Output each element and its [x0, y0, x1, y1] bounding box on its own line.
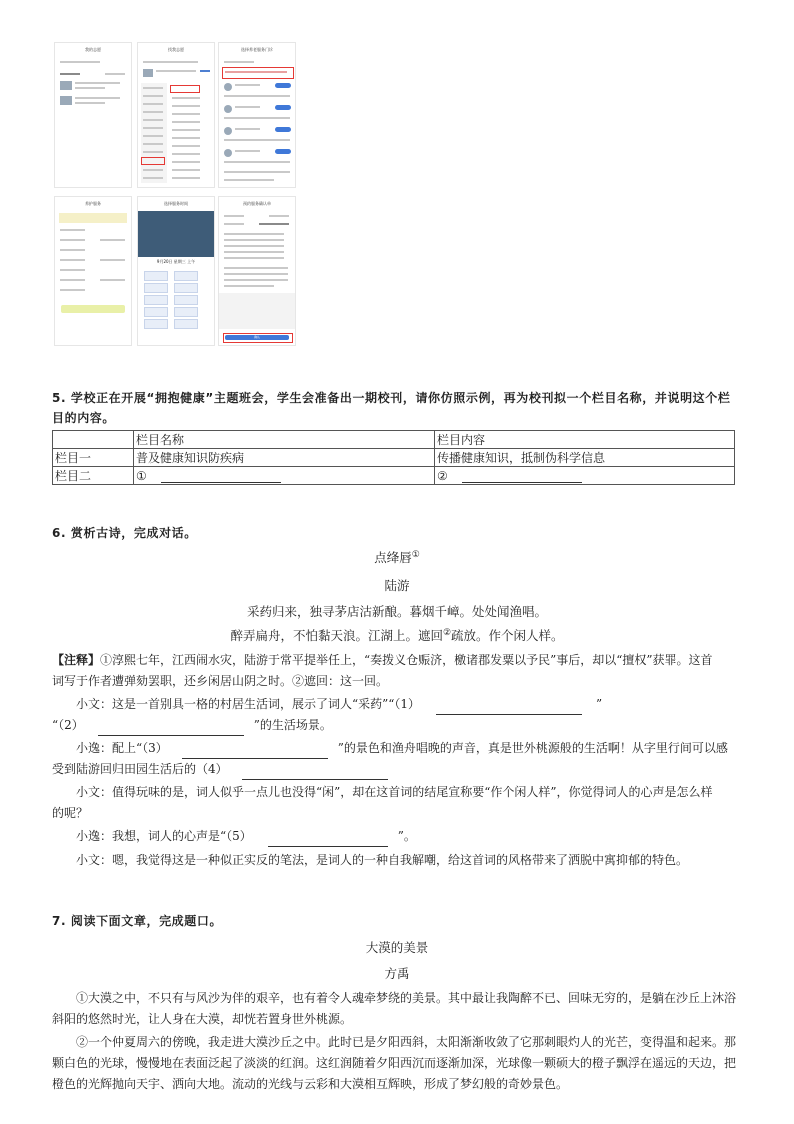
answer-blank-2[interactable] — [98, 723, 244, 736]
question-7-prompt: 7. 阅读下面文章，完成题口。 — [52, 914, 223, 928]
blank-number: ① — [136, 468, 147, 483]
app-screenshot-6 — [218, 196, 296, 346]
dialogue-2: 小逸：配上“（3） ”的景色和渔舟唱晚的声音，真是世外桃源般的生活啊！从字里行间可以感 受到陆游回归田园生活后的（4） — [52, 738, 742, 780]
screen-title: 我的志愿 — [85, 47, 101, 52]
annotation: 【注释】①淳熙七年，江西闹水灾，陆游于常平提举任上，“奏拨义仓赈济，檄诸郡发粟以予民”事后，却以“擅权”获罪。这首 词写于作者遭弹劾罢职，还乡闲居山阴之时。②遮回：这一回。 — [52, 653, 713, 688]
footnote-mark: ① — [411, 549, 420, 560]
question-6-prompt: 6. 赏析古诗，完成对话。 — [52, 526, 197, 540]
table-cell: 传播健康知识，抵制伪科学信息 — [435, 449, 735, 467]
article-paragraph-2: ②一个仲夏周六的傍晚，我走进大漠沙丘之中。此时已是夕阳西斜，太阳渐渐收敛了它那刺眼灼人的光芒，变得温和起来。那 颗白色的光球，慢慢地在表面泛起了淡淡的红润。这红润随着夕阳西沉而逐渐加深，光球像一颗硕大的橙子飘浮在遥远的天边，把 橙色的光辉抛向天宇、洒向大地。流动的光线与云彩和大漠相互辉映，形成了梦幻般的奇妙景色。 — [52, 1035, 737, 1091]
table-row — [53, 449, 735, 467]
table-cell — [435, 467, 735, 485]
dialogue-4: 小逸：我想，词人的心声是“（5） ”。 — [52, 826, 742, 847]
table-header-row — [53, 431, 735, 449]
app-screenshot-1 — [54, 42, 132, 188]
confirm-button: 确认 — [225, 335, 289, 340]
question-5-prompt: 5. 学校正在开展“拥抱健康”主题班会，学生会准备出一期校刊，请你仿照示例，再为校刊拟一个栏目名称，并说明这个栏目的内容。 — [52, 391, 731, 425]
screen-title: 选择服务时间 — [164, 201, 188, 206]
poem-title: 点绛唇 — [374, 550, 412, 565]
blank-number: ② — [437, 468, 448, 483]
article-title: 大漠的美景 — [365, 940, 429, 955]
app-screenshot-5 — [137, 196, 215, 346]
table-cell: 普及健康知识防疾病 — [134, 449, 435, 467]
dialogue-1: 小文：这是一首别具一格的村居生活词，展示了词人“采药”“（1） ” “（2） ”的生活场景。 — [52, 694, 742, 736]
date-dialog-title: 9月20日 星期三 上午 — [156, 259, 196, 264]
screen-title: 预约服务确认单 — [243, 201, 271, 206]
poem-line-2: 醉弄扁舟，不怕黏天浪。江湖上。遮回②疏放。作个闲人样。 — [230, 627, 564, 643]
table-cell: 栏目一 — [53, 449, 134, 467]
screen-title: 养护服务 — [85, 201, 101, 206]
column-table — [52, 430, 735, 485]
list-image — [60, 81, 72, 90]
app-screenshot-3 — [218, 42, 296, 188]
dialogue-3: 小文：值得玩味的是，词人似乎一点儿也没得“闲”，却在这首词的结尾宣称要“作个闲人样”，你觉得词人的心声是怎么样 的呢？ — [52, 785, 713, 820]
answer-blank[interactable] — [161, 470, 281, 483]
answer-blank-5[interactable] — [268, 834, 388, 847]
article-author: 方禹 — [384, 966, 410, 981]
table-header-cell: 栏目名称 — [134, 431, 435, 449]
footnote-mark: ② — [442, 627, 452, 638]
answer-blank-1[interactable] — [436, 702, 582, 715]
answer-blank[interactable] — [462, 470, 582, 483]
app-screenshot-2 — [137, 42, 215, 188]
poem-title-line — [0, 548, 794, 566]
answer-blank-4[interactable] — [242, 767, 388, 780]
poet-name: 陆游 — [384, 578, 410, 593]
submit-button — [61, 305, 125, 313]
screen-title: 找我志愿 — [168, 47, 184, 52]
screen-title: 选择养老服务门诊 — [241, 47, 273, 52]
list-image — [60, 96, 72, 105]
dialogue-5: 小文：嗯，我觉得这是一种似正实反的笔法，是词人的一种自我解嘲，给这首词的风格带来了洒脱中寓抑郁的特色。 — [76, 853, 689, 867]
table-header-cell — [53, 431, 134, 449]
answer-blank-3[interactable] — [182, 746, 328, 759]
annotation-label: 【注释】 — [52, 653, 101, 667]
article-paragraph-1: ①大漠之中，不只有与风沙为伴的艰辛，也有着令人魂牵梦绕的美景。其中最让我陶醉不已、回味无穷的，是躺在沙丘上沐浴 斜阳的悠然时光，让人身在大漠，却恍若置身世外桃源。 — [52, 991, 737, 1026]
table-cell: 栏目二 — [53, 467, 134, 485]
table-header-cell: 栏目内容 — [435, 431, 735, 449]
table-cell — [134, 467, 435, 485]
app-screenshot-4 — [54, 196, 132, 346]
table-row — [53, 467, 735, 485]
poem-line-1: 采药归来，独寻茅店沽新酿。暮烟千嶂。处处闻渔唱。 — [246, 604, 547, 619]
